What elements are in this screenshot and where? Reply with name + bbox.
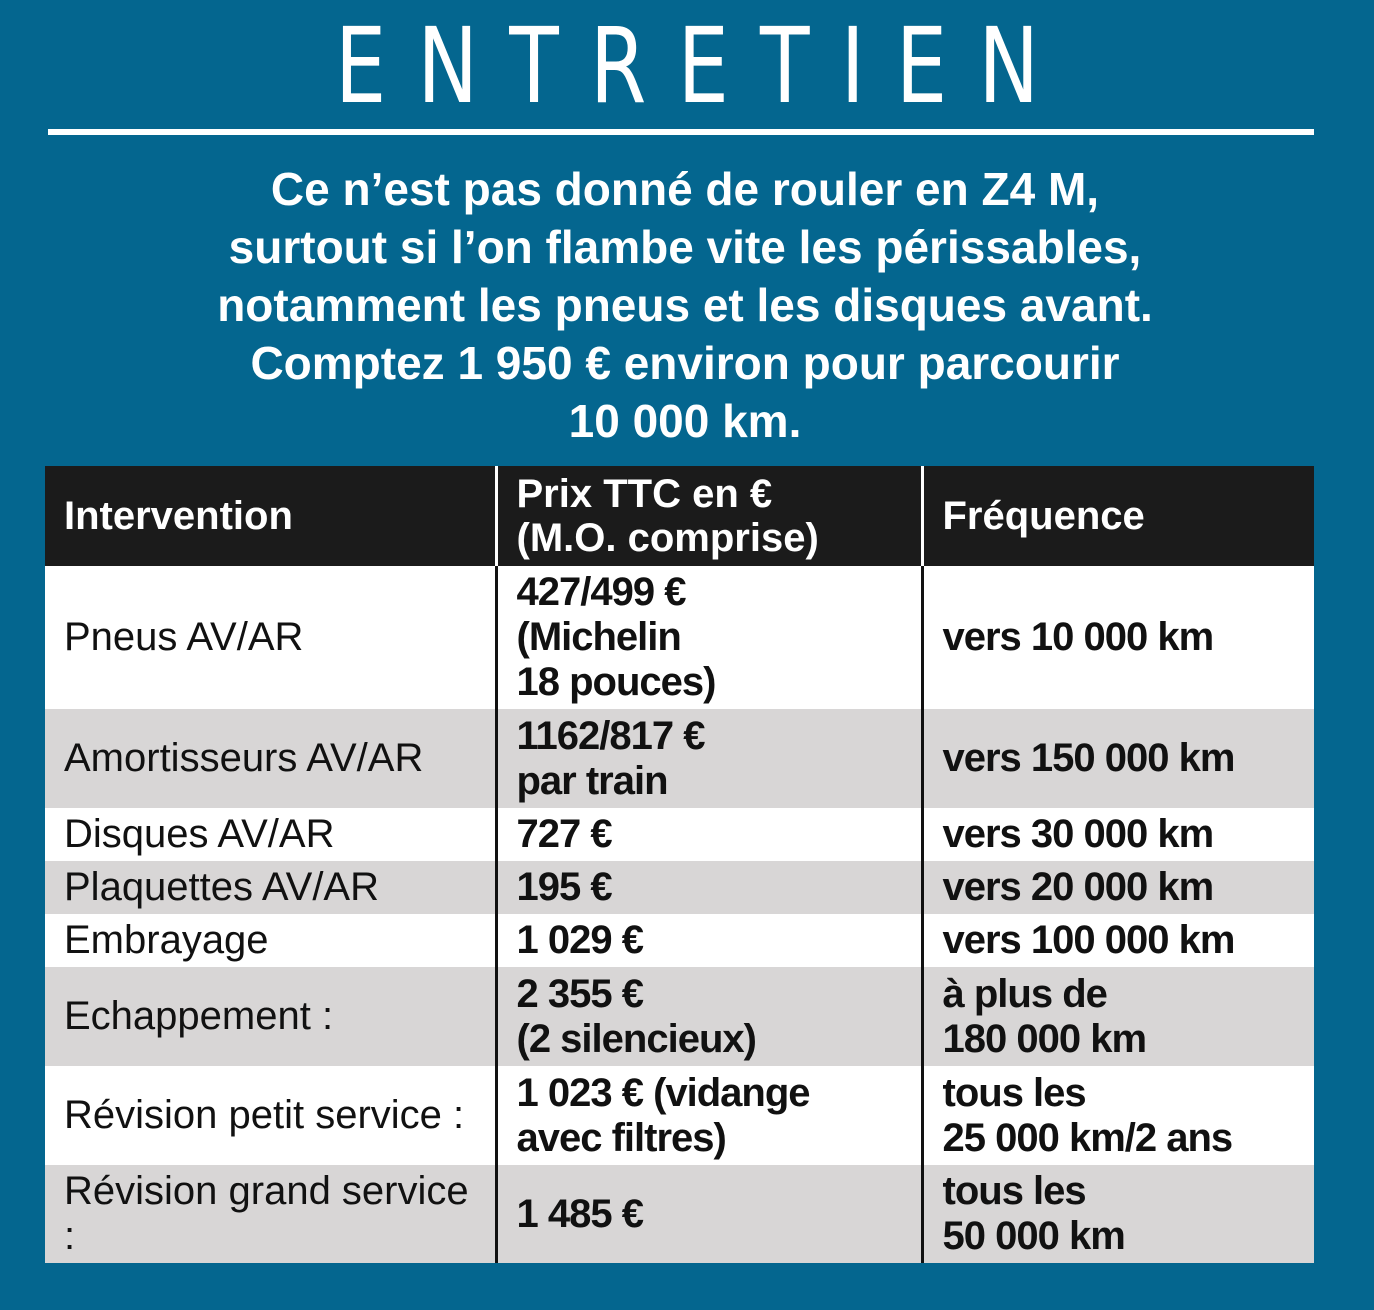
cell-prix	[496, 566, 922, 709]
header-frequence: Fréquence	[922, 466, 1314, 566]
intro-line: 10 000 km.	[568, 395, 802, 447]
table-row	[45, 1165, 1314, 1263]
header-prix-line: Prix TTC en €	[516, 472, 773, 516]
cell-line: vers 20 000 km	[942, 865, 1214, 909]
intro-paragraph	[120, 160, 1250, 450]
cell-line: 1 485 €	[516, 1191, 643, 1236]
cell-intervention: Disques AV/AR	[45, 808, 496, 861]
header-prix	[496, 466, 922, 566]
cell-frequence	[922, 709, 1314, 808]
cell-line: 2 355 €	[516, 971, 643, 1016]
cell-intervention: Révision petit service :	[45, 1066, 496, 1165]
cell-frequence	[922, 1066, 1314, 1165]
cell-frequence	[922, 967, 1314, 1066]
cell-prix	[496, 914, 922, 967]
cell-line: 195 €	[516, 865, 612, 909]
cell-prix	[496, 709, 922, 808]
table-header-row	[45, 466, 1314, 566]
cell-line: par train	[516, 758, 668, 803]
header-prix-line: (M.O. comprise)	[516, 516, 819, 560]
cell-line: tous les	[942, 1169, 1086, 1213]
cell-prix	[496, 967, 922, 1066]
table-row	[45, 709, 1314, 808]
cell-prix	[496, 808, 922, 861]
header-intervention: Intervention	[45, 466, 496, 566]
cell-intervention: Pneus AV/AR	[45, 566, 496, 709]
cell-frequence	[922, 914, 1314, 967]
cell-intervention: Embrayage	[45, 914, 496, 967]
cell-line: 1 029 €	[516, 918, 643, 962]
cell-intervention: Echappement :	[45, 967, 496, 1066]
cell-line: vers 30 000 km	[942, 812, 1214, 856]
cell-line: avec filtres)	[516, 1115, 726, 1160]
cell-line: vers 150 000 km	[942, 736, 1235, 780]
cell-line: (2 silencieux)	[516, 1016, 756, 1061]
table-row	[45, 967, 1314, 1066]
cell-line: vers 10 000 km	[942, 615, 1214, 659]
cell-line: 1 023 € (vidange	[516, 1070, 810, 1115]
intro-line: Comptez 1 950 € environ pour parcourir	[250, 337, 1120, 389]
cell-line: 427/499 €	[516, 570, 686, 614]
cell-intervention: Révision grand service :	[45, 1165, 496, 1263]
title-divider	[48, 129, 1314, 135]
cell-frequence	[922, 861, 1314, 914]
cell-prix	[496, 1165, 922, 1263]
cell-line: (Michelin	[516, 615, 681, 659]
cell-line: tous les	[942, 1070, 1086, 1115]
maintenance-table	[45, 466, 1314, 1263]
cell-frequence	[922, 1165, 1314, 1263]
cell-intervention: Amortisseurs AV/AR	[45, 709, 496, 808]
cell-prix	[496, 861, 922, 914]
table-row	[45, 1066, 1314, 1165]
cell-line: vers 100 000 km	[942, 918, 1235, 962]
cell-line: 18 pouces)	[516, 660, 716, 704]
cell-line: 25 000 km/2 ans	[942, 1115, 1233, 1160]
table-row	[45, 914, 1314, 967]
table-row	[45, 861, 1314, 914]
cell-line: 727 €	[516, 812, 612, 856]
cell-frequence	[922, 808, 1314, 861]
intro-line: notamment les pneus et les disques avant.	[217, 279, 1153, 331]
intro-line: Ce n’est pas donné de rouler en Z4 M,	[270, 163, 1100, 215]
table-row	[45, 808, 1314, 861]
cell-line: 180 000 km	[942, 1016, 1147, 1061]
cell-line: 50 000 km	[942, 1214, 1125, 1258]
cell-line: 1162/817 €	[516, 713, 705, 758]
cell-frequence	[922, 566, 1314, 709]
cell-intervention: Plaquettes AV/AR	[45, 861, 496, 914]
cell-line: à plus de	[942, 971, 1107, 1016]
table-row	[45, 566, 1314, 709]
intro-line: surtout si l’on flambe vite les périssables,	[228, 221, 1142, 273]
cell-prix	[496, 1066, 922, 1165]
page-title: ENTRETIEN	[334, 5, 1071, 127]
